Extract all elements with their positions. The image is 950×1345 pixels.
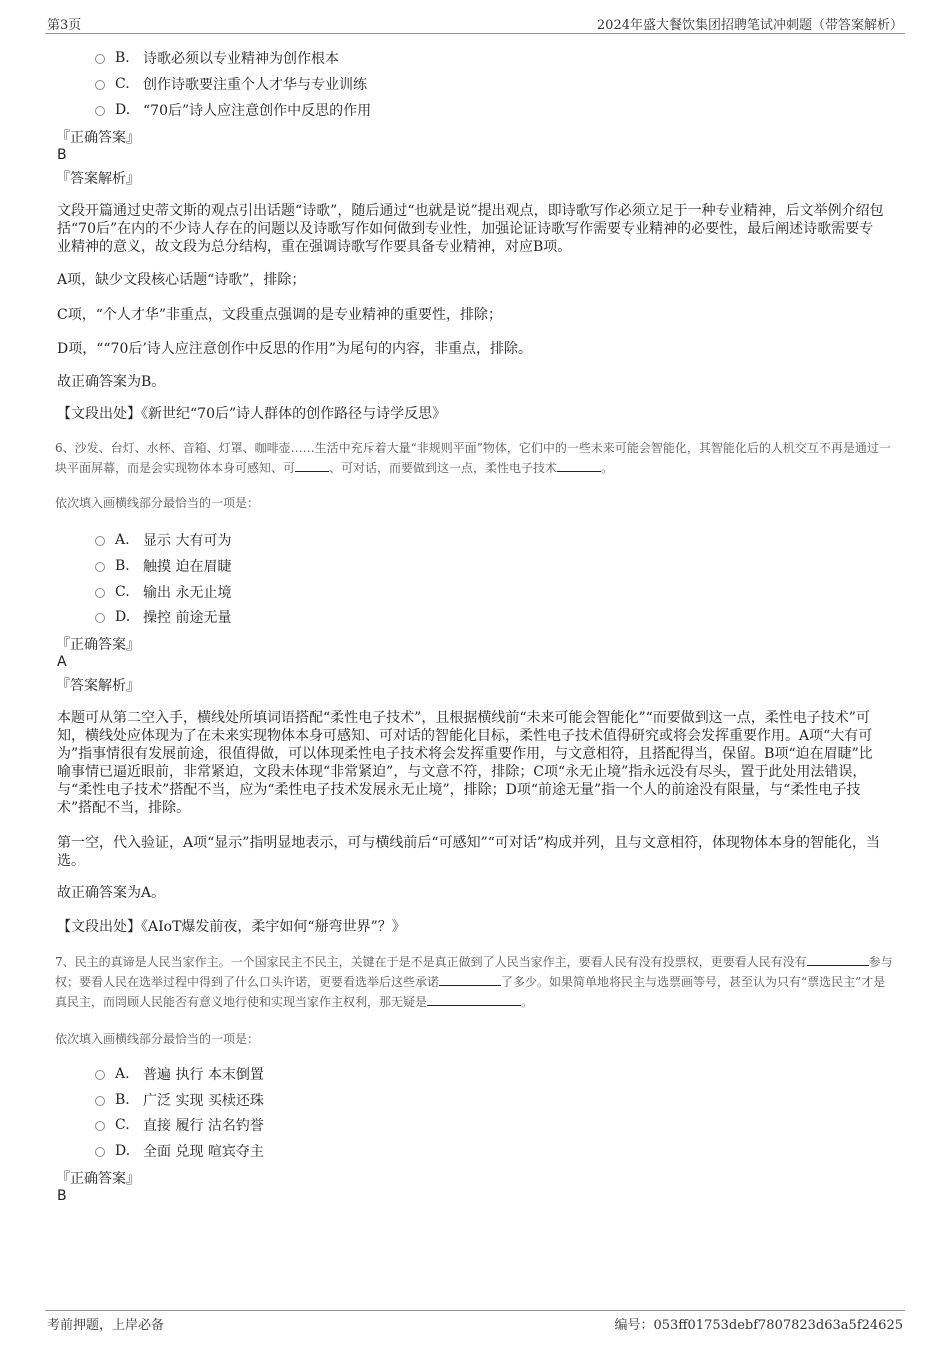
stem-text: 6、沙发、台灯、水杯、音箱、灯罩、咖啡壶……生活中充斥着大量“非规则平面”物体，它们中的一些未来可能会智能化，其智能化后的人机交互不再是通过一块平面屏幕，而是会实现物体本身可感知、可 [55,441,891,475]
stem-text: 7、民主的真谛是人民当家作主。一个国家民主不民主，关键在于是不是真正做到了人民当家作主，要看人民有没有投票权，更要看人民有没有 [55,955,807,969]
question-instruction: 依次填入画横线部分最恰当的一项是： [55,1032,260,1046]
analysis-paragraph: D项，““70后’诗人应注意创作中反思的作用”为尾句的内容，非重点，排除。 [57,341,532,357]
question-stem [55,438,897,478]
question-stem [55,952,897,1012]
radio-icon[interactable] [95,1121,105,1131]
q5-option-c[interactable] [95,74,367,94]
option-letter: C. [115,1117,130,1133]
option-text: 创作诗歌要注重个人才华与专业训练 [143,77,367,93]
stem-text: 参与权；要看人民在选举过程中得到了什么口头许诺，更要看选举后这些承诺 [55,955,893,989]
q7-option-d[interactable] [95,1141,264,1161]
option-letter: D. [115,609,131,625]
radio-icon[interactable] [95,536,105,546]
option-letter: D. [115,102,131,118]
option-letter: C. [115,584,130,600]
option-text: 直接 履行 沽名钓誉 [143,1118,264,1134]
footer-divider [45,1310,905,1311]
source-citation: 【文段出处】《AIoT爆发前夜，柔宇如何“掰弯世界”？》 [57,919,406,935]
correct-answer-value: B [57,1188,67,1204]
footer-slogan: 考前押题，上岸必备 [47,1318,165,1333]
stem-text: 。 [521,995,534,1009]
q7-option-b[interactable] [95,1090,264,1110]
radio-icon[interactable] [95,562,105,572]
analysis-label: 『答案解析』 [56,171,140,187]
blank-line [557,459,601,472]
radio-icon[interactable] [95,1070,105,1080]
q6-option-a[interactable] [95,530,231,550]
option-letter: B. [115,1092,130,1108]
correct-answer-label: 『正确答案』 [56,130,140,146]
option-letter: B. [115,50,130,66]
analysis-paragraph: 文段开篇通过史蒂文斯的观点引出话题“诗歌”，随后通过“也就是说”提出观点，即诗歌写作必须立足于一种专业精神，后文举例介绍包括“70后”在内的不少诗人存在的问题以及诗歌写作如何做到专业性，加强论证诗歌写作需要专业精神的必要性，最后阐述诗歌需要专业精神的意义，故文段为总分结构，重在强调诗歌写作要具备专业精神，对应B项。 [57,203,884,255]
radio-icon[interactable] [95,106,105,116]
analysis-paragraph: C项，“个人才华”非重点，文段重点强调的是专业精神的重要性，排除； [57,307,503,323]
option-text: 触摸 迫在眉睫 [143,559,232,575]
option-text: 输出 永无止境 [143,585,232,601]
option-letter: C. [115,76,130,92]
blank-line [295,459,329,472]
q6-option-b[interactable] [95,556,231,576]
stem-text: 了多少。如果简单地将民主与选票画等号，甚至认为只有“票选民主”才是真民主，而罔顾人民能否有意义地行使和实现当家作主权利，那无疑是 [55,975,886,1009]
q5-option-b[interactable] [95,48,339,68]
q7-option-a[interactable] [95,1064,264,1084]
stem-text: 。 [601,461,614,475]
option-letter: A. [115,532,130,548]
correct-answer-label: 『正确答案』 [56,637,140,653]
radio-icon[interactable] [95,613,105,623]
analysis-paragraph: 本题可从第二空入手，横线处所填词语搭配“柔性电子技术”，且根据横线前“未来可能会智能化”“而要做到这一点，柔性电子技术”可知，横线处应体现为了在未来实现物体本身可感知、可对话的智能化目标，柔性电子技术值得研究或将会发挥重要作用。A项“大有可为”指事情很有发展前途，很值得做，可以体现柔性电子技术将会发挥重要作用，与文意相符，且搭配得当，保留。B项“迫在眉睫”比喻事情已逼近眼前，非常紧迫，文段未体现“非常紧迫”，与文意不符，排除；C项“永无止境”指永远没有尽头，置于此处用法错误，与“柔性电子技术”搭配不当，应为“柔性电子技术发展永无止境”，排除；D项“前途无量”指一个人的前途没有限量，与“柔性电子技术”搭配不当，排除。 [57,710,873,816]
q5-option-d[interactable] [95,100,371,120]
document-id: 编号：053ff01753debf7807823d63a5f24625 [614,1318,903,1333]
analysis-paragraph: 第一空，代入验证，A项“显示”指明显地表示，可与横线前后“可感知”“可对话”构成并列，且与文意相符，体现物体本身的智能化，当选。 [57,835,881,869]
option-letter: B. [115,558,130,574]
correct-answer-label: 『正确答案』 [56,1171,140,1187]
document-title: 2024年盛大餐饮集团招聘笔试冲刺题（带答案解析） [596,18,903,33]
blank-line [807,953,869,966]
stem-text: 、可对话，而要做到这一点，柔性电子技术 [329,461,558,475]
correct-answer-value: B [57,147,67,163]
header-divider [45,33,905,34]
analysis-paragraph: A项，缺少文段核心话题“诗歌”，排除； [57,272,306,288]
option-letter: A. [115,1066,130,1082]
analysis-paragraph: 故正确答案为B。 [57,374,166,390]
option-text: 诗歌必须以专业精神为创作根本 [143,51,339,67]
q6-option-d[interactable] [95,607,231,627]
radio-icon[interactable] [95,80,105,90]
radio-icon[interactable] [95,588,105,598]
radio-icon[interactable] [95,54,105,64]
q6-option-c[interactable] [95,582,231,602]
source-citation: 【文段出处】《新世纪“70后”诗人群体的创作路径与诗学反思》 [57,406,447,422]
option-text: 显示 大有可为 [143,533,232,549]
option-text: 全面 兑现 喧宾夺主 [143,1144,264,1160]
option-text: 操控 前途无量 [143,610,232,626]
blank-line [427,993,521,1006]
radio-icon[interactable] [95,1096,105,1106]
page-number: 第3页 [47,18,82,33]
option-text: “70后”诗人应注意创作中反思的作用 [143,103,372,119]
option-letter: D. [115,1143,131,1159]
q7-option-c[interactable] [95,1115,264,1135]
question-instruction: 依次填入画横线部分最恰当的一项是： [55,496,260,510]
radio-icon[interactable] [95,1147,105,1157]
analysis-label: 『答案解析』 [56,678,140,694]
correct-answer-value: A [57,654,67,670]
option-text: 广泛 实现 买椟还珠 [143,1093,264,1109]
option-text: 普遍 执行 本末倒置 [143,1067,264,1083]
blank-line [439,973,501,986]
analysis-paragraph: 故正确答案为A。 [57,885,166,901]
